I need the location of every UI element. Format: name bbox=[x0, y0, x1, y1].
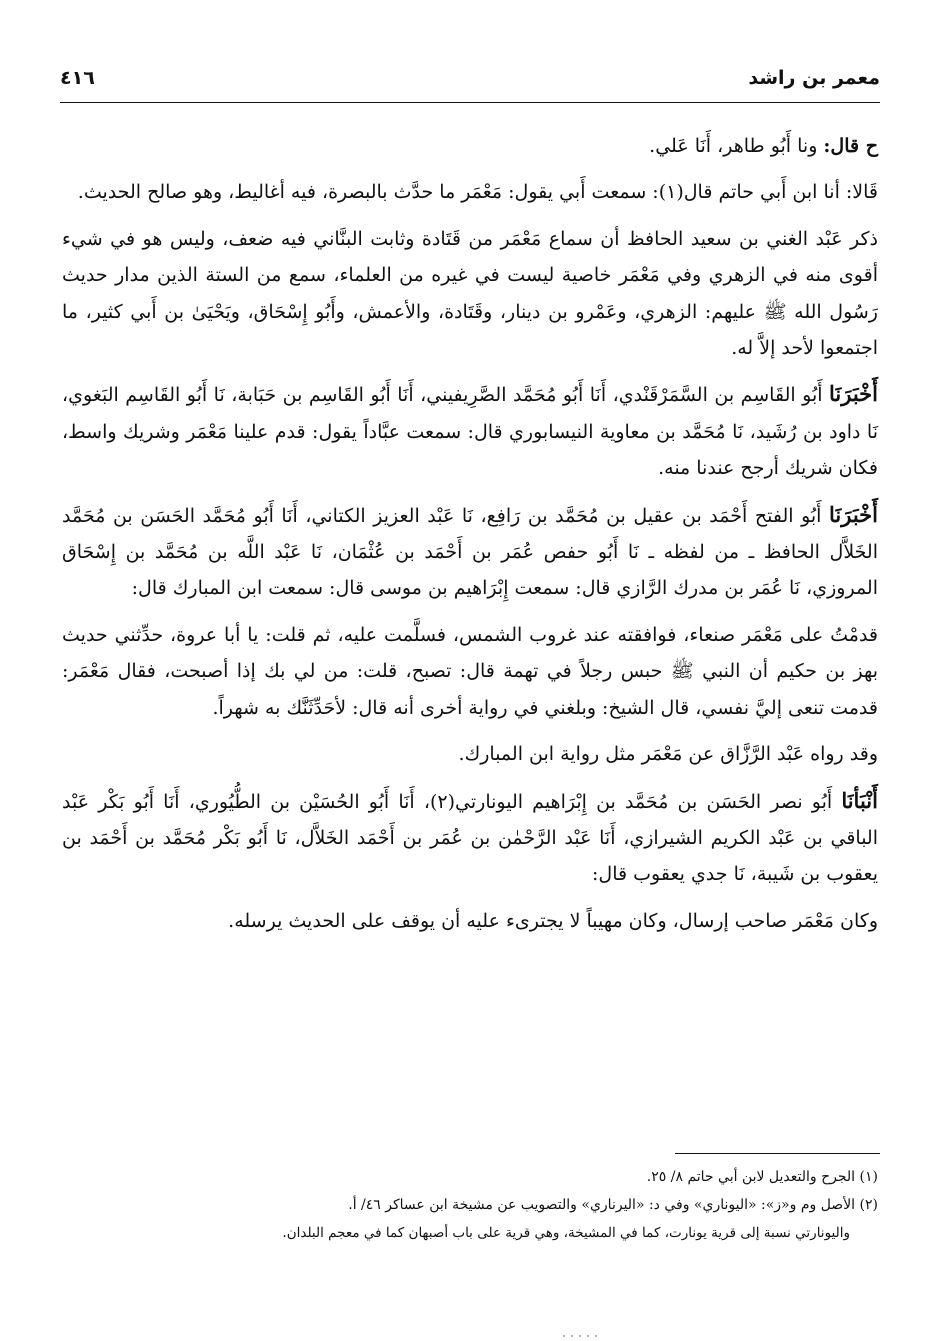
paragraph-text: أَبُو القَاسِم بن السَّمَرْقَنْدي، أَنَا أَبُو مُحَمَّد الصَّرِيفيني، أَنَا أَبُو القَاسِم بن حَبَابة، نَا أَبُو القَاسِم البَغوي، نَا داود بن رُشَيد، نَا مُحَمَّد بن معاوية النيسابوري قال: سمعت عبَّاداً يقول: قدم علينا مَعْمَر وشريك واسط، فكان شريك أرجح عندنا منه. bbox=[62, 384, 878, 480]
footnotes bbox=[62, 1163, 878, 1247]
paragraph-text: قدمْتُ على مَعْمَر صنعاء، فوافقته عند غروب الشمس، فسلَّمت عليه، ثم قلت: يا أبا عروة، حدِّثني حديث بهز بن حكيم أن النبي ﷺ حبس رجلاً في تهمة قال: تصبح، قلت: من لي بك إذا أصبحت، فقال مَعْمَر: قدمت تنعى إليَّ نفسي، قال الشيخ: وبلغني في رواية أخرى أنه قال: لأحَدِّثَنَّك به شهراً. bbox=[62, 623, 878, 719]
main-text bbox=[62, 128, 878, 949]
footnote-continuation bbox=[62, 1219, 878, 1247]
footnote bbox=[62, 1191, 878, 1219]
paragraph bbox=[62, 903, 878, 939]
header-rule bbox=[60, 102, 880, 103]
paragraph-lead: أَخْبَرَنَا bbox=[829, 381, 878, 407]
paragraph-text: أَبُو الفتح أَحْمَد بن عقيل بن مُحَمَّد بن رَافِع، نَا عَبْد العزيز الكتاني، أَنَا أَبُو مُحَمَّد الحَسَن بن مُحَمَّد الخَلاَّل الحافظ ـ من لفظه ـ نَا أَبُو حفص عُمَر بن أَحْمَد بن عُثْمَان، نَا عَبْد اللَّه بن مُحَمَّد بن إِسْحَاق المروزي، نَا عُمَر بن مدرك الرَّازي قال: سمعت إِبْرَاهيم بن موسى قال: سمعت ابن المبارك قال: bbox=[62, 504, 878, 600]
paragraph bbox=[62, 221, 878, 367]
paragraph-lead: أَخْبَرَنَا bbox=[829, 501, 878, 527]
footnote-marker: (٢) bbox=[859, 1197, 878, 1213]
footnote-rule bbox=[675, 1153, 880, 1154]
paragraph bbox=[62, 736, 878, 772]
footnote-marker: (١) bbox=[859, 1169, 878, 1185]
paragraph bbox=[62, 497, 878, 607]
scan-speckle bbox=[540, 1322, 600, 1328]
paragraph bbox=[62, 376, 878, 486]
paragraph-text: أَبُو نصر الحَسَن بن مُحَمَّد بن إِبْرَاهيم اليونارتي(٢)، أَنَا أَبُو الحُسَيْن بن الطُّيُوري، أَنَا أَبُو بَكْر عَبْد الباقي بن عَبْد الكريم الشيرازي، أَنَا عَبْد الرَّحْمٰن بن عُمَر بن أَحْمَد الخَلاَّل، نَا أَبُو بَكْر مُحَمَّد بن أَحْمَد بن يعقوب بن شَيبة، نَا جدي يعقوب قال: bbox=[62, 790, 878, 886]
paragraph-lead: أَنْبَأنَا bbox=[841, 787, 878, 813]
page-number: ٤١٦ bbox=[60, 67, 95, 89]
paragraph-text: وكان مَعْمَر صاحب إرسال، وكان مهيباً لا يجترىء عليه أن يوقف على الحديث يرسله. bbox=[228, 909, 878, 932]
paragraph-text: قَالا: أنا ابن أَبي حاتم قال(١): سمعت أَبي يقول: مَعْمَر ما حدَّث بالبصرة، فيه أغاليط، وهو صالح الحديث. bbox=[77, 181, 878, 204]
footnote-text: الأصل وم و«ز»: «اليوناري» وفي د: «اليرناري» والتصويب عن مشيخة ابن عساكر ٤٦/ أ. bbox=[348, 1197, 860, 1213]
paragraph bbox=[62, 783, 878, 893]
paragraph bbox=[62, 128, 878, 164]
footnote-text: واليونارتي نسبة إلى قرية يونارت، كما في المشيخة، وهي قرية على باب أصبهان كما في معجم البلدان. bbox=[282, 1225, 850, 1241]
paragraph bbox=[62, 617, 878, 726]
paragraph-text: ونا أَبُو طاهر، أَنَا عَلي. bbox=[649, 135, 824, 157]
paragraph-text: ذكر عَبْد الغني بن سعيد الحافظ أن سماع مَعْمَر من قَتَادة وثابت البنَّاني فيه ضعف، وليس هو في شيء أقوى منه في الزهري وفي مَعْمَر خاصية ليست في غيره من العلماء، سمع من الستة الذين مدار حديث رَسُول الله ﷺ عليهم: الزهري، وعَمْرو بن دينار، وقَتَادة، والأعمش، وأَبُو إِسْحَاق، ويَحْيَىٰ بن أَبي كثير، ما اجتمعوا لأحد إلاَّ له. bbox=[62, 227, 878, 360]
footnote bbox=[62, 1163, 878, 1191]
footnote-text: الجرح والتعديل لابن أبي حاتم ٨/ ٢٥. bbox=[646, 1169, 860, 1185]
running-title: معمر بن راشد bbox=[748, 67, 880, 89]
paragraph-lead: ح قال: bbox=[823, 135, 878, 157]
paragraph bbox=[62, 174, 878, 210]
paragraph-text: وقد رواه عَبْد الرَّزَّاق عن مَعْمَر مثل رواية ابن المبارك. bbox=[458, 743, 878, 766]
page-header bbox=[60, 58, 880, 98]
